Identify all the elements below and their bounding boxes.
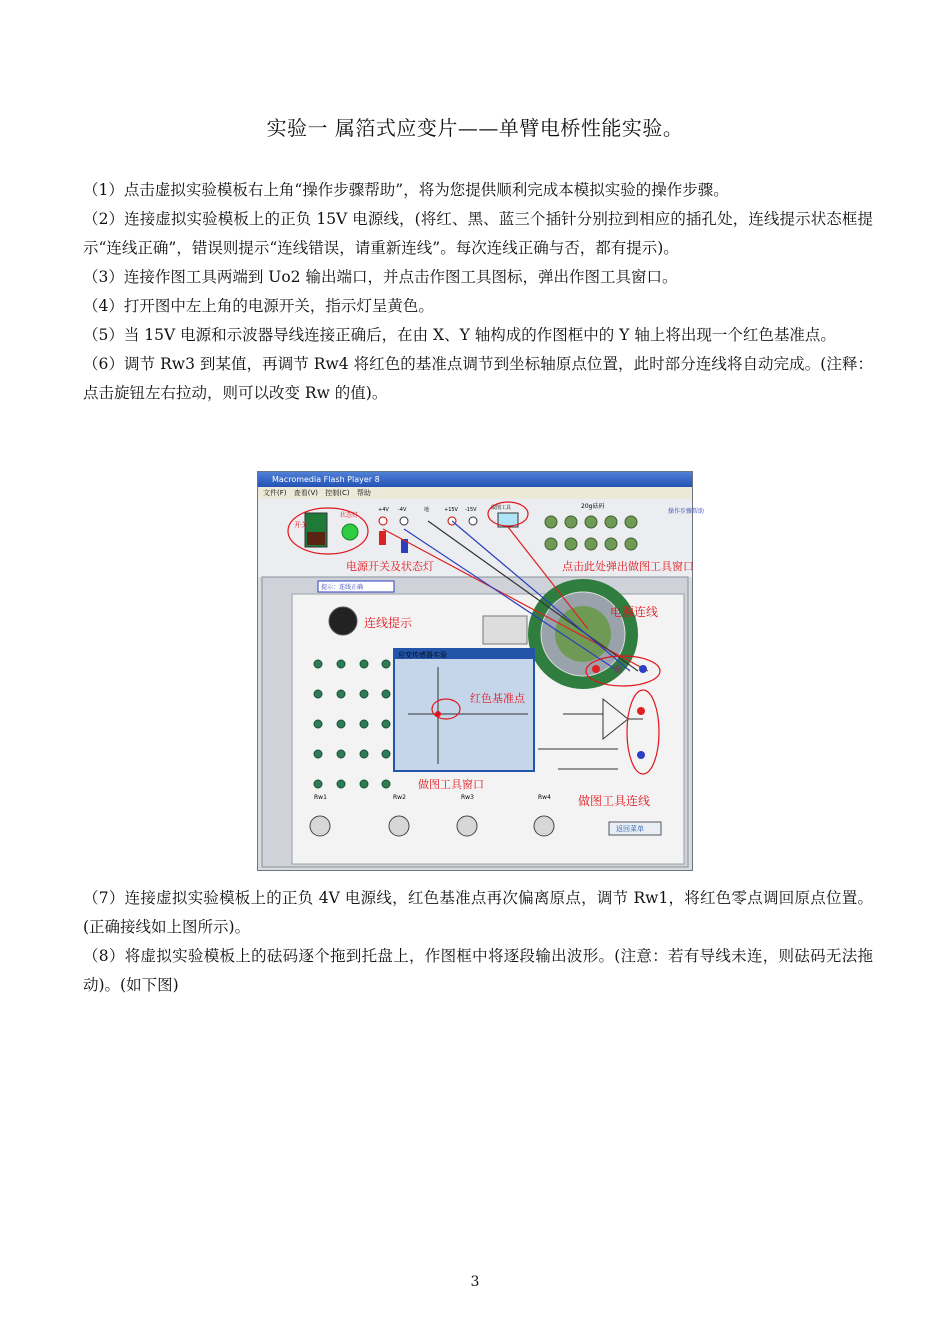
- terminal-minus4: [400, 517, 408, 525]
- terminal-minus15: [469, 517, 477, 525]
- menu-help: 帮助: [356, 489, 371, 497]
- terminal-plus4: [379, 517, 387, 525]
- plot-wire-blue: [637, 751, 645, 759]
- rw2-label: Rw2: [393, 794, 406, 801]
- window-menu: [258, 487, 692, 499]
- step-3: （3）连接作图工具两端到 Uo2 输出端口，并点击作图工具图标，弹出作图工具窗口。: [83, 268, 678, 286]
- plot-wire-red: [637, 707, 645, 715]
- v-minus15-label: -15V: [465, 507, 477, 513]
- step-2: （2）连接虚拟实验模板上的正负 15V 电源线，(将红、黑、蓝三个插针分别拉到相应的插孔处，连线提示状态框提示“连线正确”，错误则提示“连线错误，请重新连线”。每次连线正确与否，都有提示)。: [83, 210, 873, 257]
- step-8: （8）将虚拟实验模板上的砝码逐个拖到托盘上，作图框中将逐段输出波形。(注意：若有导线未连，则砝码无法拖动)。(如下图): [83, 947, 873, 994]
- status-light-label: 状态灯: [340, 512, 359, 519]
- annotation-red-point: 红色基准点: [470, 692, 525, 705]
- steps-before: [83, 176, 873, 408]
- experiment-panel: [258, 499, 705, 870]
- page-number: 3: [470, 1274, 480, 1290]
- annotation-plot-wire: 做图工具连线: [578, 794, 651, 808]
- board-title: 应变传感器实验: [398, 651, 447, 659]
- weights-label: 20g砝码: [581, 503, 605, 510]
- window-title: Macromedia Flash Player 8: [258, 472, 692, 487]
- v-plus15-label: +15V: [444, 507, 458, 513]
- terminal-blue: [639, 665, 647, 673]
- step-1: （1）点击虚拟实验模板右上角“操作步骤帮助”，将为您提供顺利完成本模拟实验的操作步骤。: [83, 181, 729, 199]
- menu-file: 文件(F): [263, 489, 287, 497]
- strain-gauge-block: [483, 616, 527, 644]
- plot-window: [394, 649, 534, 771]
- rw4-label: Rw4: [538, 794, 551, 801]
- annotation-plot-window: 做图工具窗口: [418, 778, 484, 791]
- v-plus4-label: +4V: [378, 507, 389, 513]
- status-light: [342, 524, 358, 540]
- rw1-label: Rw1: [314, 794, 327, 801]
- terminal-black: [614, 665, 622, 673]
- annotation-click-popup: 点击此处弹出做图工具窗口: [562, 560, 694, 573]
- rw3-label: Rw3: [461, 794, 474, 801]
- step-5: （5）当 15V 电源和示波器导线连接正确后，在由 X、Y 轴构成的作图框中的 Y 轴上将出现一个红色基准点。: [83, 326, 836, 344]
- v-minus4-label: -4V: [398, 507, 407, 513]
- annotation-power-wire: 电源连线: [610, 605, 659, 619]
- experiment-screenshot: [257, 471, 705, 871]
- help-label[interactable]: 操作步骤帮助: [668, 508, 705, 515]
- hint-box-text: 提示：连线正确: [321, 584, 364, 591]
- back-button-label: 返回菜单: [616, 825, 644, 833]
- red-plug: [379, 531, 386, 545]
- page-title: 实验一 属箔式应变片——单臂电桥性能实验。: [266, 116, 684, 140]
- annotation-power-switch: 电源开关及状态灯: [346, 560, 434, 573]
- step-6: （6）调节 Rw3 到某值，再调节 Rw4 将红色的基准点调节到坐标轴原点位置，此时部分连线将自动完成。(注释：点击旋钮左右拉动，则可以改变 Rw 的值)。: [83, 355, 873, 402]
- ground-label: 地: [424, 507, 430, 513]
- step-4: （4）打开图中左上角的电源开关，指示灯呈黄色。: [83, 297, 434, 315]
- menu-view: 查看(V): [293, 489, 318, 497]
- plot-tool-label: 做图工具: [491, 505, 512, 511]
- menu-control: 控制(C): [325, 489, 350, 497]
- annotation-hint: 连线提示: [364, 616, 413, 630]
- step-7: （7）连接虚拟实验模板上的正负 4V 电源线，红色基准点再次偏离原点，调节 Rw1，将红色零点调回原点位置。(正确接线如上图所示)。: [83, 889, 873, 936]
- power-switch-lever: [307, 532, 325, 545]
- switch-label: 开关: [294, 521, 308, 529]
- sensor-connector: [329, 607, 357, 635]
- terminal-red: [592, 665, 600, 673]
- steps-after: [83, 884, 873, 1000]
